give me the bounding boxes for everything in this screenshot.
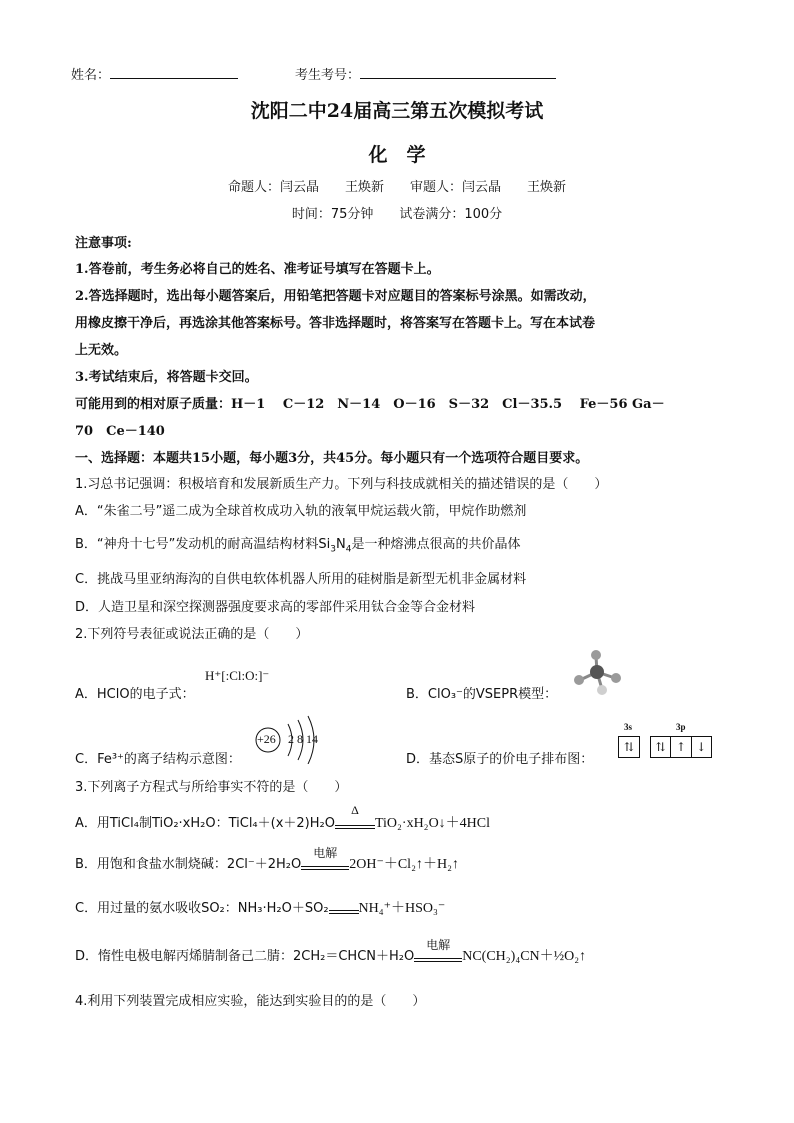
q3-option-b[interactable] <box>75 846 459 873</box>
exam-no-blank[interactable] <box>360 66 556 79</box>
section-1-heading: 一、选择题：本题共15小题，每小题3分，共45分。每小题只有一个选项符合题目要求。 <box>75 451 589 466</box>
q3-a-condition: Δ <box>351 803 359 817</box>
q1-option-c[interactable]: C．挑战马里亚纳海沟的自供电软体机器人所用的硅树脂是新型无机非金属材料 <box>75 572 527 587</box>
q3-b-post: 2OH⁻＋Cl₂↑＋H₂↑ <box>349 857 459 872</box>
note-2-line-2: 用橡皮擦干净后，再选涂其他答案标号。答非选择题时，将答案写在答题卡上。写在本试卷 <box>75 316 596 331</box>
note-2-line-3: 上无效。 <box>75 343 128 358</box>
exam-no-label: 考生考号： <box>295 68 361 83</box>
q3-d-condition: 电解 <box>426 938 451 952</box>
q2-hclo-electron-formula: H⁺[:Cl:O:]⁻ <box>205 668 270 683</box>
q2-stem: 2.下列符号表征或说法正确的是（ ） <box>75 627 309 642</box>
orbital-3p-label: 3p <box>676 722 686 732</box>
atomic-masses-line-1: 可能用到的相对原子质量：H－1 C－12 N－14 O－16 S－32 Cl－35.5 Fe－56 Ga－ <box>75 397 665 412</box>
q2-option-b[interactable]: B．ClO₃⁻的VSEPR模型： <box>406 687 558 702</box>
q3-a-post: TiO₂·xH₂O↓＋4HCl <box>374 816 491 831</box>
orbital-3s-label: 3s <box>624 722 633 732</box>
q3-d-post: NC(CH₂)₄CN＋½O₂↑ <box>462 949 587 964</box>
q1-stem: 1.习总书记强调：积极培育和发展新质生产力。下列与科技成就相关的描述错误的是（ ） <box>75 477 608 492</box>
name-field <box>71 64 238 83</box>
vsepr-model-icon <box>568 648 626 696</box>
q3-c-reaction-arrow <box>329 902 359 917</box>
q3-a-pre: A．用TiCl₄制TiO₂·xH₂O：TiCl₄＋(x＋2)H₂O <box>75 816 335 831</box>
q2-option-d[interactable]: D．基态S原子的价电子排布图： <box>406 752 594 767</box>
q1-b-pre: B．“神舟十七号”发动机的耐高温结构材料Si <box>75 537 331 552</box>
q1-option-d[interactable]: D．人造卫星和深空探测器强度要求高的零部件采用钛合金等合金材料 <box>75 600 476 615</box>
q1-b-mid: N <box>336 537 346 552</box>
orbital-3p-box-1: ⇅ <box>651 737 671 757</box>
name-label: 姓名： <box>71 68 111 83</box>
q1-option-a[interactable]: A．“朱雀二号”遥二成为全球首枚成功入轨的液氧甲烷运载火箭，甲烷作助燃剂 <box>75 504 527 519</box>
q2-option-c[interactable]: C．Fe³⁺的离子结构示意图： <box>75 752 241 767</box>
q2-option-a[interactable]: A．HClO的电子式： <box>75 687 195 702</box>
q1-option-b[interactable] <box>75 533 520 555</box>
atomic-masses-line-2: 70 Ce－140 <box>75 424 165 439</box>
q3-c-pre: C．用过量的氨水吸收SO₂：NH₃·H₂O＋SO₂ <box>75 901 329 916</box>
time-score-line: 时间：75分钟 试卷满分：100分 <box>291 207 503 222</box>
q3-a-reaction-arrow <box>335 803 375 832</box>
subject-title: 化 学 <box>368 144 426 166</box>
q3-option-c[interactable] <box>75 897 445 917</box>
note-2-line-1: 2.答选择题时，选出每小题答案后，用铅笔把答题卡对应题目的答案标号涂黑。如需改动， <box>75 289 596 304</box>
q3-b-reaction-arrow <box>301 846 349 873</box>
fe-nucleus-label: +26 <box>257 732 276 746</box>
q1-b-sub1: 3 <box>330 544 336 555</box>
orbital-3p-box-3: ↓ <box>696 740 707 754</box>
authors-line: 命题人：闫云晶 王焕新 审题人：闫云晶 王焕新 <box>227 180 566 195</box>
notes-heading: 注意事项: <box>75 236 132 251</box>
q1-b-post: 是一种熔沸点很高的共价晶体 <box>351 537 521 552</box>
q3-b-condition: 电解 <box>313 846 338 860</box>
name-blank[interactable] <box>110 66 238 79</box>
exam-title: 沈阳二中24届高三第五次模拟考试 <box>250 100 544 122</box>
q3-stem: 3.下列离子方程式与所给事实不符的是（ ） <box>75 780 348 795</box>
q3-d-reaction-arrow <box>414 938 462 965</box>
q1-b-sub2: 4 <box>345 544 352 555</box>
q3-option-d[interactable] <box>75 938 587 965</box>
q3-option-a[interactable] <box>75 803 491 832</box>
q4-stem: 4.利用下列装置完成相应实验，能达到实验目的的是（ ） <box>75 994 426 1009</box>
orbital-3p-box-2: ↑ <box>671 737 691 757</box>
q3-d-pre: D．惰性电极电解丙烯腈制备己二腈：2CH₂＝CHCN＋H₂O <box>75 949 415 964</box>
fe-shell-electrons: 2 8 14 <box>288 732 318 746</box>
orbital-3s-box: ⇅ <box>618 736 640 758</box>
orbital-3p-boxes <box>650 736 712 758</box>
q3-b-pre: B．用饱和食盐水制烧碱：2Cl⁻＋2H₂O <box>75 857 302 872</box>
exam-no-field <box>295 64 556 83</box>
q3-c-post: NH₄⁺＋HSO₃⁻ <box>358 901 446 916</box>
note-1: 1.答卷前，考生务必将自己的姓名、准考证号填写在答题卡上。 <box>75 262 440 277</box>
note-3: 3.考试结束后，将答题卡交回。 <box>75 370 258 385</box>
